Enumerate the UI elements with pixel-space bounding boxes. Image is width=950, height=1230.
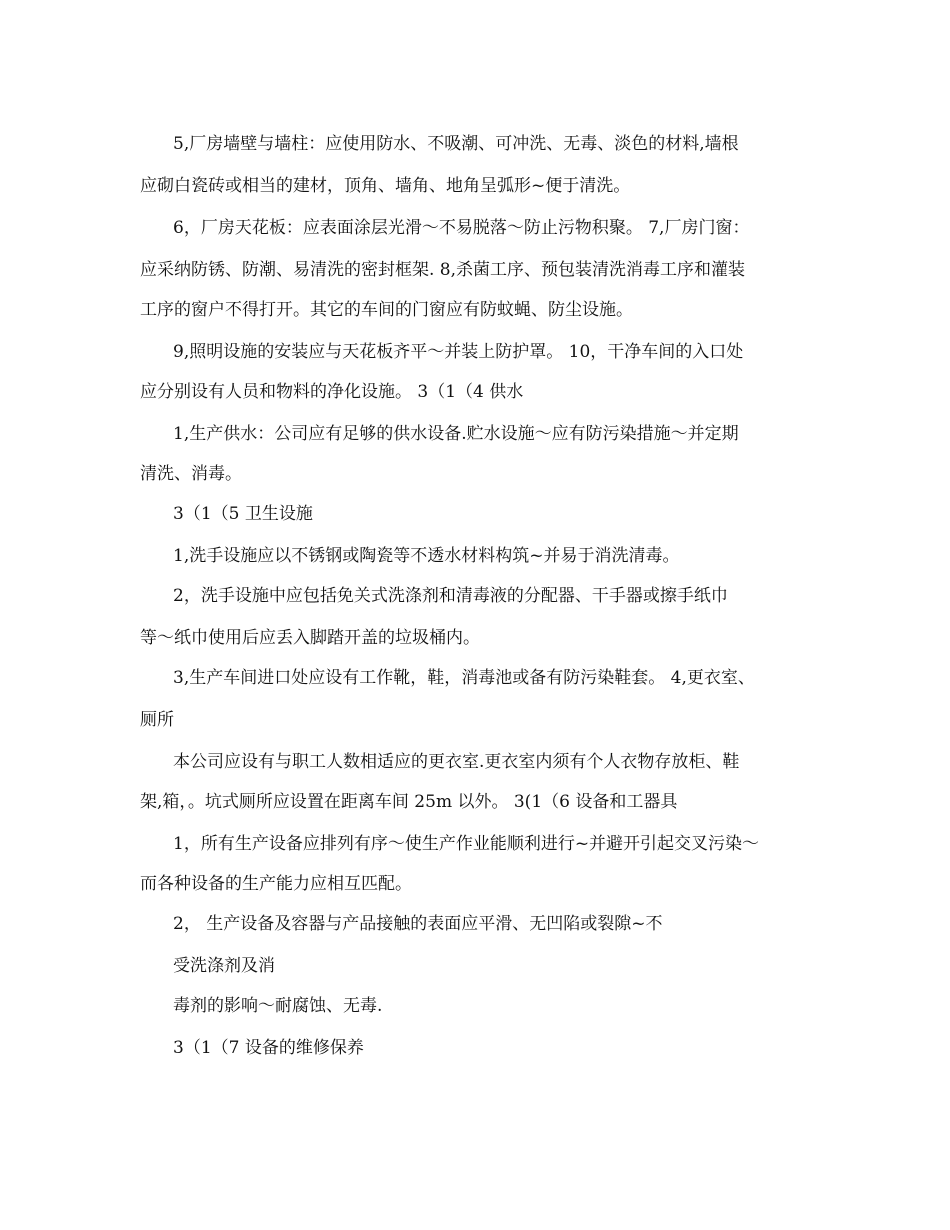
text-line: 而各种设备的生产能力应相互匹配。 — [140, 874, 412, 894]
section-heading: 3（1（5 卫生设施 — [173, 504, 313, 524]
text-line: 受洗涤剂及消 — [173, 956, 275, 976]
text-line: 2，洗手设施中应包括免关式洗涤剂和清毒液的分配器、干手器或擦手纸巾 — [173, 586, 728, 606]
text-line: 1,生产供水：公司应有足够的供水设备.贮水设施～应有防污染措施～并定期 — [173, 424, 739, 444]
text-line: 1,洗手设施应以不锈钢或陶瓷等不透水材料构筑~并易于消洗清毒。 — [173, 546, 680, 566]
text-line: 1，所有生产设备应排列有序～使生产作业能顺利进行~并避开引起交叉污染～ — [173, 834, 760, 854]
text-line: 5,厂房墙壁与墙柱：应使用防水、不吸潮、可冲洗、无毒、淡色的材料,墙根 — [173, 134, 739, 154]
text-line: 应分别设有人员和物料的净化设施。 3（1（4 供水 — [140, 382, 524, 402]
text-line: 工序的窗户不得打开。其它的车间的门窗应有防蚊蝇、防尘设施。 — [140, 300, 633, 320]
text-line: 应采纳防锈、防潮、易清洗的密封框架. 8,杀菌工序、预包装清洗消毒工序和灌装 — [140, 260, 746, 280]
text-line: 9,照明设施的安装应与天花板齐平～并装上防护罩。 10，干净车间的入口处 — [173, 342, 744, 362]
text-line: 架,箱，。坑式厕所应设置在距离车间 25m 以外。 3(1（6 设备和工器具 — [140, 792, 678, 812]
text-line: 厕所 — [140, 710, 174, 730]
text-line: 本公司应设有与职工人数相适应的更衣室.更衣室内须有个人衣物存放柜、鞋 — [173, 752, 740, 772]
text-line: 3,生产车间进口处应设有工作靴，鞋，消毒池或备有防污染鞋套。 4,更衣室、 — [173, 668, 755, 688]
text-line: 毒剂的影响～耐腐蚀、无毒. — [173, 996, 383, 1016]
text-line: 2， 生产设备及容器与产品接触的表面应平滑、无凹陷或裂隙~不 — [173, 914, 663, 934]
text-line: 6，厂房天花板：应表面涂层光滑～不易脱落～防止污物积聚。 7,厂房门窗： — [173, 218, 750, 238]
text-line: 清洗、消毒。 — [140, 464, 242, 484]
text-line: 应砌白瓷砖或相当的建材，顶角、墙角、地角呈弧形~便于清洗。 — [140, 176, 631, 196]
section-heading: 3（1（7 设备的维修保养 — [173, 1038, 364, 1058]
text-line: 等～纸巾使用后应丢入脚踏开盖的垃圾桶内。 — [140, 628, 480, 648]
